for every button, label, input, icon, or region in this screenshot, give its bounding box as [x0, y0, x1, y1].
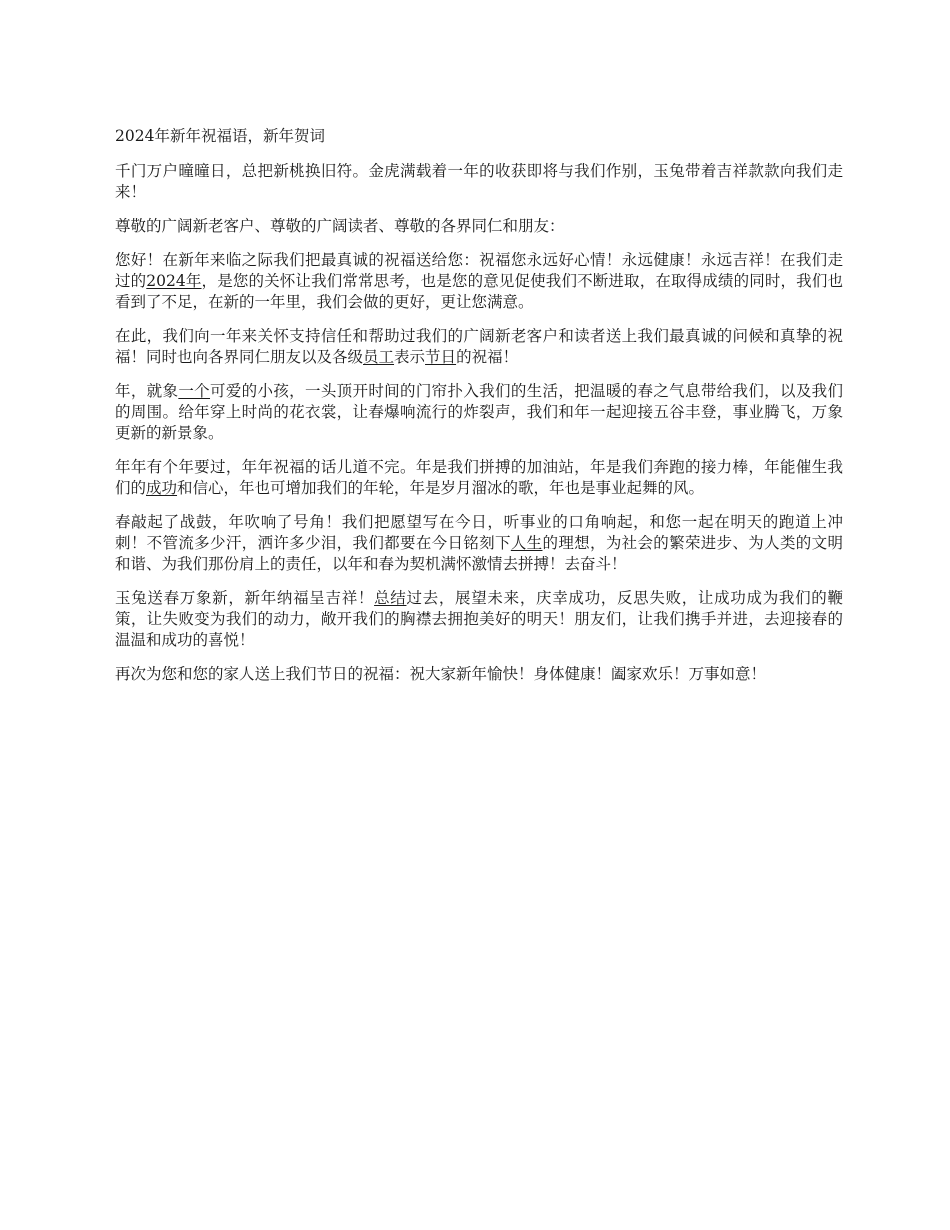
- document-title: 2024年新年祝福语，新年贺词: [115, 127, 325, 145]
- paragraph-text: 和信心，年也可增加我们的年轮，年是岁月溜冰的歌，年也是事业起舞的风。: [177, 479, 705, 497]
- paragraph: [115, 457, 843, 499]
- paragraph-text: 的祝福！: [456, 348, 519, 366]
- paragraph-text: 再次为您和您的家人送上我们节日的祝福：祝大家新年愉快！身体健康！阖家欢乐！万事如意！: [115, 665, 767, 683]
- document-page: [115, 126, 843, 698]
- paragraph: [115, 161, 843, 203]
- paragraph: [115, 664, 843, 685]
- paragraph-text: ，是您的关怀让我们常常思考，也是您的意见促使我们不断进取，在取得成绩的同时，我们也看到了不足，在新的一年里，我们会做的更好，更让您满意。: [115, 272, 843, 311]
- paragraph-text: 在此，我们向一年来关怀支持信任和帮助过我们的广阔新老客户和读者送上我们最真诚的问候和真挚的祝福！同时也向各界同仁朋友以及各级: [115, 327, 843, 366]
- paragraph: [115, 250, 843, 313]
- inline-link[interactable]: 成功: [146, 479, 178, 497]
- inline-link[interactable]: 人生: [510, 534, 543, 552]
- inline-link[interactable]: 节日: [425, 348, 457, 366]
- inline-link[interactable]: 一个: [178, 382, 211, 400]
- paragraph-text: 年，就象: [115, 382, 179, 400]
- paragraph: [115, 512, 843, 575]
- document-body: [115, 161, 843, 685]
- paragraph: [115, 216, 843, 237]
- inline-link[interactable]: 员工: [363, 348, 395, 366]
- paragraph-text: 表示: [394, 348, 426, 366]
- paragraph-text: 年年有个年要过，年年祝福的话儿道不完。年是我们拼搏的加油站，年是我们奔跑的接力棒，年能催生我们的: [115, 458, 843, 497]
- paragraph-text: 尊敬的广阔新老客户、尊敬的广阔读者、尊敬的各界同仁和朋友：: [115, 217, 565, 235]
- paragraph-text: 的理想，为社会的繁荣进步、为人类的文明和谐、为我们那份肩上的责任，以年和春为契机满怀激情去拼搏！去奋斗！: [115, 534, 843, 573]
- inline-link[interactable]: 2024年: [146, 272, 202, 290]
- paragraph-text: 过去，展望未来，庆幸成功，反思失败，让成功成为我们的鞭策，让失败变为我们的动力，敞开我们的胸襟去拥抱美好的明天！朋友们，让我们携手并进，去迎接春的温温和成功的喜悦！: [115, 589, 843, 649]
- paragraph-text: 春敲起了战鼓，年吹响了号角！我们把愿望写在今日，听事业的口角响起，和您一起在明天的跑道上冲刺！不管流多少汗，洒许多少泪，我们都要在今日铭刻下: [115, 513, 843, 552]
- paragraph-text: 千门万户曈曈日，总把新桃换旧符。金虎满载着一年的收获即将与我们作别，玉兔带着吉祥款款向我们走来！: [115, 162, 843, 201]
- paragraph: [115, 381, 843, 444]
- paragraph-text: 玉兔送春万象新，新年纳福呈吉祥！: [115, 589, 375, 607]
- paragraph: [115, 326, 843, 368]
- paragraph-text: 可爱的小孩，一头顶开时间的门帘扑入我们的生活，把温暖的春之气息带给我们，以及我们的周围。给年穿上时尚的花衣裳，让春爆响流行的炸裂声，我们和年一起迎接五谷丰登，事业腾飞，万象更新的新景象。: [115, 382, 843, 442]
- inline-link[interactable]: 总结: [374, 589, 407, 607]
- paragraph-text: 您好！在新年来临之际我们把最真诚的祝福送给您：祝福您永远好心情！永远健康！永远吉祥！在我们走过的: [115, 251, 843, 290]
- paragraph: [115, 588, 843, 651]
